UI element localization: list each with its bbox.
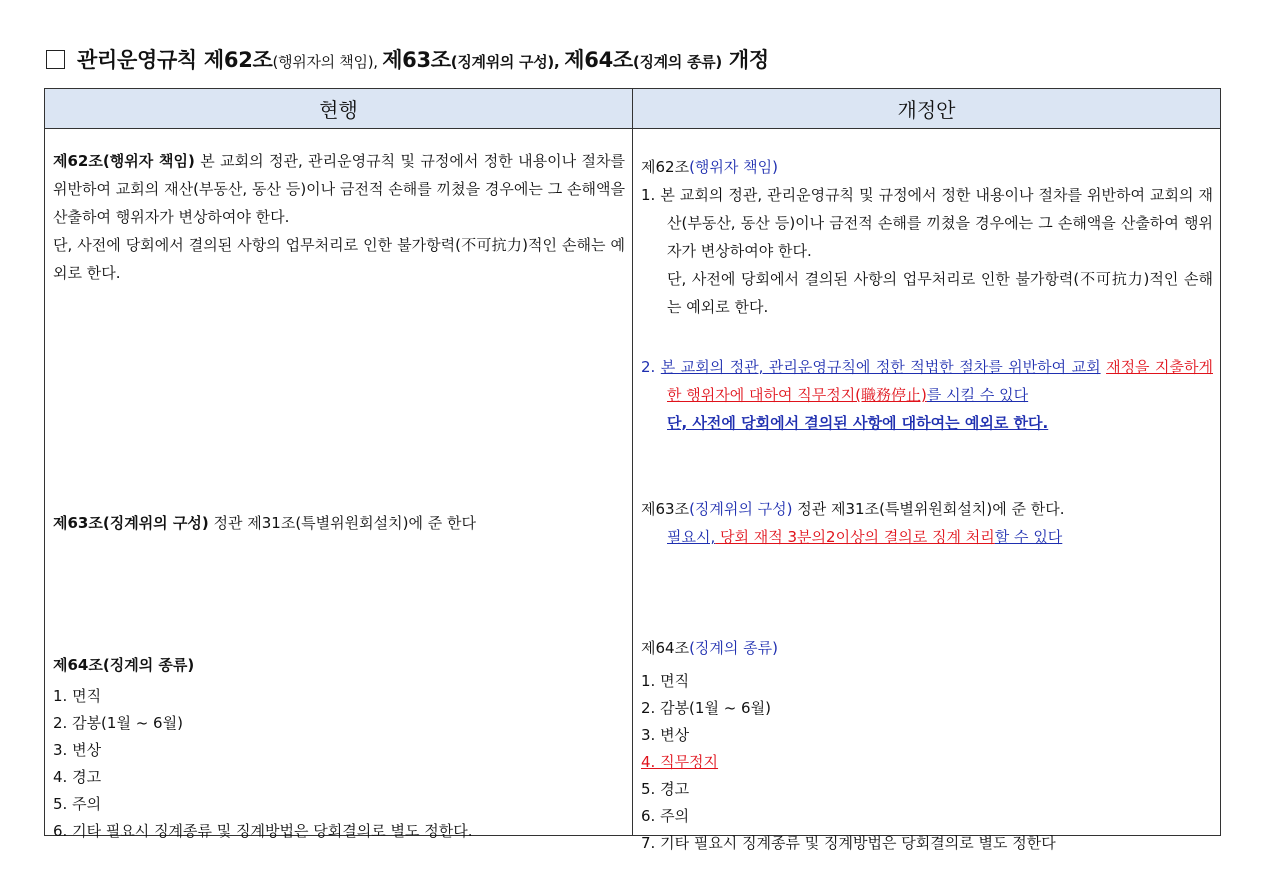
- list-item: 3. 변상: [641, 726, 690, 744]
- revised-article-63: 제63조(징계위의 구성) 정관 제31조(특별위원회설치)에 준 한다. 필요시, 당회 재적 3분의2이상의 결의로 징계 처리할 수 있다: [641, 500, 1065, 546]
- revised-article-62: 제62조(행위자 책임) 1. 본 교회의 정관, 관리운영규칙 및 규정에서 정한 내용이나 절차를 위반하여 교회의 재산(부동산, 동산 등)이나 금전적 손해를 끼쳤을 경우에는 그 손해액을 산출하여 행위자가 변상하여야 한다. 단, 사전에 당회에서 결의된 사항의 업무처리로 인한 불가항력(不可抗力)적인 손해는 예외로 한다.: [641, 158, 1213, 316]
- list-item: 3. 변상: [53, 741, 102, 759]
- checkbox-square-icon: [46, 50, 65, 69]
- list-item: 4. 경고: [53, 768, 102, 786]
- list-item: 6. 주의: [641, 807, 690, 825]
- list-item: 6. 기타 필요시 징계종류 및 징계방법은 당회결의로 별도 정한다.: [53, 822, 473, 840]
- document-title: 관리운영규칙 제62조(행위자의 책임), 제63조(징계위의 구성), 제64조(징계의 종류) 개정: [46, 44, 769, 74]
- list-item: 2. 감봉(1월 ~ 6월): [53, 714, 183, 732]
- list-item: 1. 면직: [641, 672, 690, 690]
- revised-62-paragraph-2: 2. 본 교회의 정관, 관리운영규칙에 정한 적법한 절차를 위반하여 교회 재정을 지출하게 한 행위자에 대하여 직무정지(職務停止)를 시킬 수 있다 단, 사전에 당회에서 결의된 사항에 대하여는 예외로 한다.: [641, 358, 1213, 432]
- header-current: 현행: [45, 89, 633, 129]
- comparison-table: [44, 88, 1221, 852]
- list-item: 5. 경고: [641, 780, 690, 798]
- list-item: 5. 주의: [53, 795, 102, 813]
- current-article-64: 제64조(징계의 종류) 1. 면직 2. 감봉(1월 ~ 6월) 3. 변상 4. 경고 5. 주의 6. 기타 필요시 징계종류 및 징계방법은 당회결의로 별도 정한다.: [53, 651, 625, 845]
- revised-62-paragraph-1: 1. 본 교회의 정관, 관리운영규칙 및 규정에서 정한 내용이나 절차를 위반하여 교회의 재산(부동산, 동산 등)이나 금전적 손해를 끼쳤을 경우에는 그 손해액을 산출하여 행위자가 변상하여야 한다.: [641, 186, 1213, 260]
- revised-article-64: 제64조(징계의 종류) 1. 면직 2. 감봉(1월 ~ 6월) 3. 변상 4. 직무정지 5. 경고 6. 주의 7. 기타 필요시 징계종류 및 징계방법은 당회결의로 별도 정한다: [641, 634, 1213, 857]
- current-article-62: 제62조(행위자 책임) 본 교회의 정관, 관리운영규칙 및 규정에서 정한 내용이나 절차를 위반하여 교회의 재산(부동산, 동산 등)이나 금전적 손해를 끼쳤을 경우에는 그 손해액을 산출하여 행위자가 변상하여야 한다. 단, 사전에 당회에서 결의된 사항의 업무처리로 인한 불가항력(不可抗力)적인 손해는 예외로 한다.: [53, 152, 625, 282]
- current-article-63: 제63조(징계위의 구성) 정관 제31조(특별위원회설치)에 준 한다: [53, 514, 476, 532]
- list-item: 2. 감봉(1월 ~ 6월): [641, 699, 771, 717]
- list-item: 1. 면직: [53, 687, 102, 705]
- list-item-new: 4. 직무정지: [641, 753, 719, 771]
- list-item: 7. 기타 필요시 징계종류 및 징계방법은 당회결의로 별도 정한다: [641, 834, 1056, 852]
- header-revised: 개정안: [633, 89, 1221, 129]
- revised-column: [633, 129, 1221, 852]
- current-column: [45, 129, 633, 840]
